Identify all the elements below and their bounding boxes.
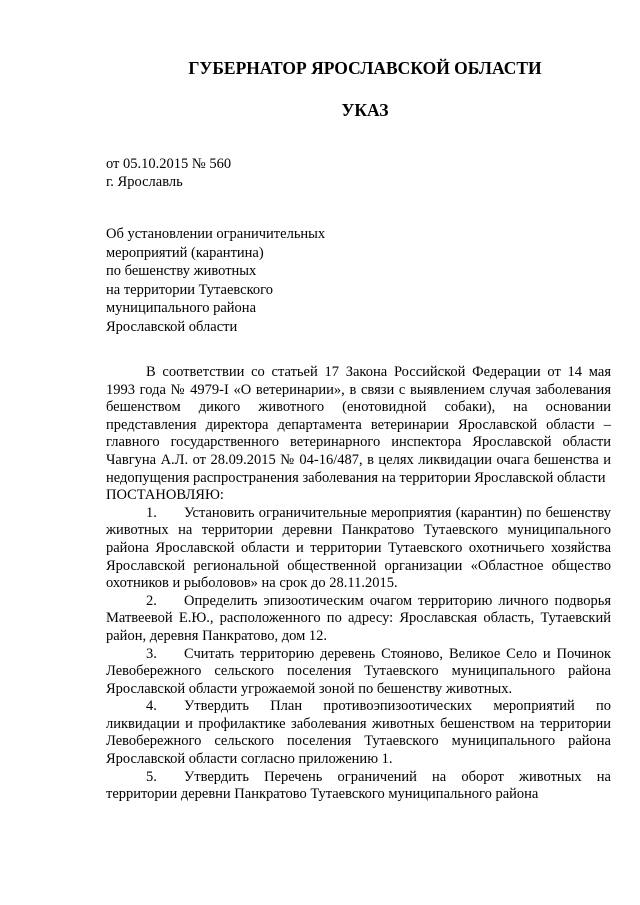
item-number: 4. <box>146 698 157 715</box>
document-meta <box>106 155 231 191</box>
item-text: Утвердить План противоэпизоотических мероприятий по ликвидации и профилактике заболевания животных бешенством на территории Левобережного сельского поселения Тутаевского муниципального района Ярославской области согласно приложению 1. <box>106 698 611 768</box>
city: г. Ярославль <box>106 174 183 190</box>
subject-line: муниципального района <box>106 300 256 317</box>
subject-line: мероприятий (карантина) <box>106 244 264 261</box>
document-body <box>106 364 611 804</box>
item-text: Считать территорию деревень Стояново, Великое Село и Починок Левобережного сельского поселения Тутаевского муниципального района Ярославской области угрожаемой зоной по бешенству животных. <box>106 645 611 697</box>
subject-line: на территории Тутаевского <box>106 281 274 298</box>
item-text: Установить ограничительные мероприятия (карантин) по бешенству животных на территории деревни Панкратово Тутаевского муниципального района Ярославской области и территории Тутаевского охотничьего хозяйства Ярославской региональной общественной организации «Областное общество охотников и рыболовов» на срок до 28.11.2015. <box>106 504 611 592</box>
item-number: 1. <box>146 504 157 521</box>
decree-item <box>106 698 611 768</box>
decree-item <box>106 593 611 646</box>
doc-type-title: УКАЗ <box>341 100 389 120</box>
item-number: 3. <box>146 645 157 662</box>
item-number: 2. <box>146 592 157 609</box>
date-number: от 05.10.2015 № 560 <box>106 156 232 172</box>
decree-item <box>106 646 611 699</box>
subject-line: Ярославской области <box>106 318 238 335</box>
subject-line: Об установлении ограничительных <box>106 226 326 242</box>
preamble-paragraph: В соответствии со статьей 17 Закона Российской Федерации от 14 мая 1993 года № 4979-I «О ветеринарии», в связи с выявлением случая заболевания бешенством дикого животного (енотовидной собаки), на основании представления директора департамента ветеринарии Ярославской области – главного государственного ветеринарного инспектора Ярославской области Чавгуна А.Л. от 28.09.2015 № 04-16/487, в целях ликвидации очага бешенства и недопущения распространения заболевания на территории Ярославской области <box>106 364 611 486</box>
decree-word: ПОСТАНОВЛЯЮ: <box>106 487 224 504</box>
item-text: Утвердить Перечень ограничений на оборот животных на территории деревни Панкратово Тутаевского муниципального района <box>106 768 611 803</box>
org-title: ГУБЕРНАТОР ЯРОСЛАВСКОЙ ОБЛАСТИ <box>188 58 542 78</box>
decree-item <box>106 505 611 593</box>
decree-item <box>106 769 611 804</box>
subject-line: по бешенству животных <box>106 263 257 280</box>
item-text: Определить эпизоотическим очагом территорию личного подворья Матвеевой Е.Ю., расположенного по адресу: Ярославская область, Тутаевский район, деревня Панкратово, дом 12. <box>106 592 611 644</box>
item-number: 5. <box>146 768 157 785</box>
document-subject <box>106 225 325 337</box>
